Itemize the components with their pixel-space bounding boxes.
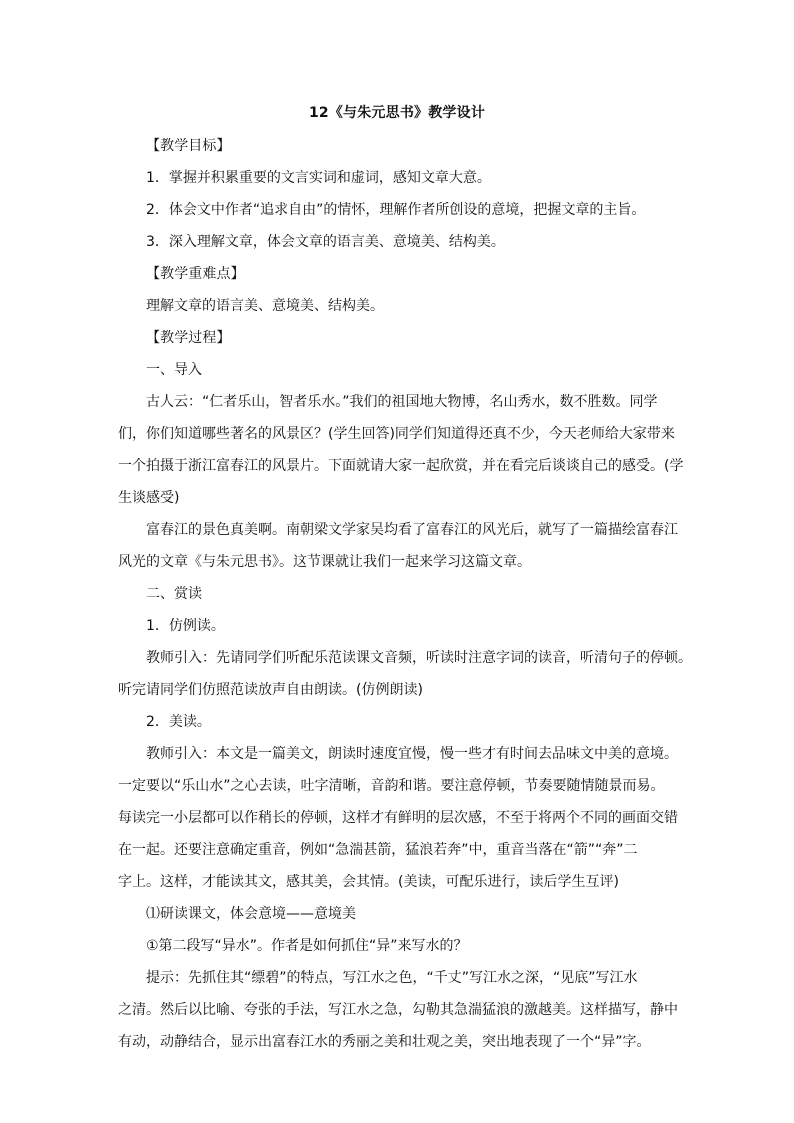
subsection-study-text: ⑴研读课文，体会意境——意境美 <box>146 906 356 922</box>
question-line: ①第二段写“异水”。作者是如何抓住“异”来写水的？ <box>146 938 468 954</box>
paragraph-line: 字上。这样，才能读其文，感其美，会其情。(美读，可配乐进行，读后学生互评) <box>118 874 619 890</box>
paragraph-line: 一定要以“乐山水”之心去读，吐字清晰，音韵和谐。要注意停顿，节奏要随情随景而易。 <box>118 778 665 794</box>
paragraph-line: 风光的文章《与朱元思书》。这节课就让我们一起来学习这篇文章。 <box>118 554 531 570</box>
hint-line: 有动，动静结合，显示出富春江水的秀丽之美和壮观之美，突出地表现了一个“异”字。 <box>118 1034 651 1050</box>
objective-item-2: 2．体会文中作者“追求自由”的情怀，理解作者所创设的意境，把握文章的主旨。 <box>146 202 646 218</box>
item-imitation-reading: 1．仿例读。 <box>146 618 225 634</box>
paragraph-line: 生谈感受) <box>118 490 180 506</box>
paragraph-line: 每读完一小层都可以作稍长的停顿，这样才有鲜明的层次感，不至于将两个不同的画面交错 <box>118 810 678 826</box>
hint-line: 提示：先抓住其“缥碧”的特点，写江水之色，“千丈”写江水之深，“见底”写江水 <box>146 970 638 986</box>
document-title: 12《与朱元思书》教学设计 <box>308 105 486 121</box>
hint-line: 之清。然后以比喻、夸张的手法，写江水之急，勾勒其急湍猛浪的激越美。这样描写，静中 <box>118 1002 678 1018</box>
subheading-introduction: 一、导入 <box>146 362 202 378</box>
objective-item-1: 1．掌握并积累重要的文言实词和虚词，感知文章大意。 <box>146 170 491 186</box>
objective-item-3: 3．深入理解文章，体会文章的语言美、意境美、结构美。 <box>146 234 505 250</box>
subheading-appreciation-reading: 二、赏读 <box>146 586 202 602</box>
paragraph-line: 一个拍摄于浙江富春江的风景片。下面就请大家一起欣赏，并在看完后谈谈自己的感受。(学 <box>118 458 684 474</box>
key-difficulties-text: 理解文章的语言美、意境美、结构美。 <box>146 298 384 314</box>
paragraph-line: 教师引入：本文是一篇美文，朗读时速度宜慢，慢一些才有时间去品味文中美的意境。 <box>146 746 678 762</box>
paragraph-line: 在一起。还要注意确定重音，例如“急湍甚箭，猛浪若奔”中，重音当落在“箭”“奔”二 <box>118 842 638 858</box>
item-beautiful-reading: 2．美读。 <box>146 714 211 730</box>
section-heading-objectives: 【教学目标】 <box>146 138 231 154</box>
paragraph-line: 听完请同学们仿照范读放声自由朗读。(仿例朗读) <box>118 682 423 698</box>
section-heading-process: 【教学过程】 <box>146 330 231 346</box>
paragraph-line: 教师引入：先请同学们听配乐范读课文音频，听读时注意字词的读音，听清句子的停顿。 <box>146 650 692 666</box>
section-heading-key-difficulties: 【教学重难点】 <box>146 266 245 282</box>
paragraph-line: 们，你们知道哪些著名的风景区？(学生回答)同学们知道得还真不少，今天老师给大家带来 <box>118 426 675 442</box>
paragraph-line: 富春江的景色真美啊。南朝梁文学家吴均看了富春江的风光后，就写了一篇描绘富春江 <box>146 522 678 538</box>
paragraph-line: 古人云：“仁者乐山，智者乐水。”我们的祖国地大物博，名山秀水，数不胜数。同学 <box>146 394 658 410</box>
